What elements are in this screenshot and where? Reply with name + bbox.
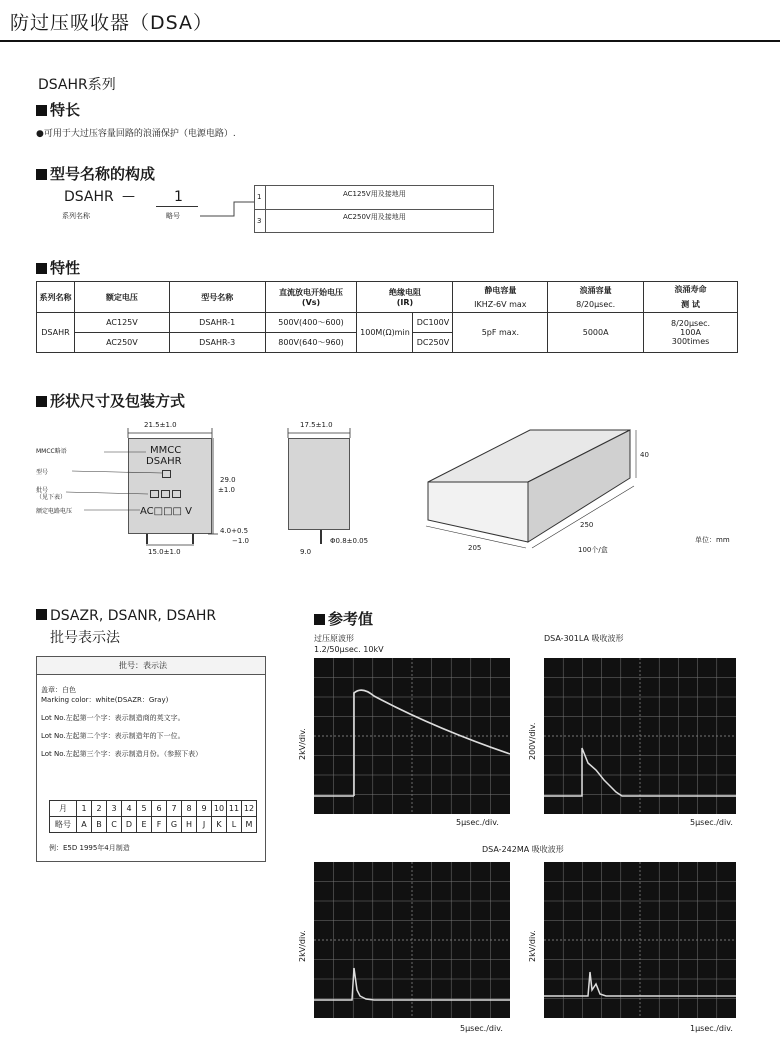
lot-line: Lot No.左起第一个字：表示制造商的英文字。 bbox=[41, 714, 185, 722]
unit-label: 单位：mm bbox=[695, 536, 730, 544]
model-prefix-label: 系列名称 bbox=[62, 212, 90, 220]
th-ir bbox=[357, 282, 453, 313]
front-width-dim: 21.5±1.0 bbox=[144, 421, 177, 429]
body-model-text: DSAHR bbox=[146, 456, 182, 467]
scope-grid bbox=[544, 658, 736, 814]
month-row bbox=[50, 801, 257, 817]
life-line: 300times bbox=[671, 337, 710, 346]
square-bullet-icon bbox=[36, 609, 47, 620]
model-prefix: DSAHR bbox=[64, 189, 114, 205]
month-cell: 7 bbox=[167, 801, 182, 817]
oscilloscope-1 bbox=[314, 658, 510, 814]
front-lead-tol: −1.0 bbox=[232, 537, 249, 545]
code-row bbox=[50, 817, 257, 833]
lot-marking: Marking color：white(DSAZR：Gray) bbox=[41, 696, 169, 704]
lot-heading bbox=[36, 608, 216, 624]
scope3-ylabel: 2kV/div. bbox=[298, 930, 307, 962]
characteristics-heading-text: 特性 bbox=[50, 259, 81, 277]
scope-graticule bbox=[314, 862, 510, 1018]
option-desc: AC250V用及接地用 bbox=[343, 213, 406, 221]
code-cell: L bbox=[227, 817, 242, 833]
reference-heading-text: 参考值 bbox=[328, 610, 374, 628]
option-code: 3 bbox=[257, 217, 262, 225]
front-pitch-dim: 15.0±1.0 bbox=[148, 548, 181, 556]
code-cell: K bbox=[212, 817, 227, 833]
life-line: 8/20μsec. bbox=[671, 319, 711, 328]
table-header-row bbox=[37, 282, 738, 313]
month-code-table bbox=[49, 800, 257, 833]
month-cell: 1 bbox=[77, 801, 92, 817]
scope2-ylabel: 200V/div. bbox=[528, 722, 537, 760]
month-cell: 5 bbox=[137, 801, 152, 817]
package-width-dim: 205 bbox=[468, 544, 482, 552]
series-cell: DSAHR bbox=[37, 313, 75, 353]
code-cell: J bbox=[197, 817, 212, 833]
lot-box-title: 批号：表示法 bbox=[119, 661, 167, 670]
month-cell: 3 bbox=[107, 801, 122, 817]
model-naming-heading-text: 型号名称的构成 bbox=[50, 165, 156, 183]
month-cell: 2 bbox=[92, 801, 107, 817]
scope1-xlabel: 5μsec./div. bbox=[456, 818, 499, 827]
package-depth-dim: 250 bbox=[580, 521, 594, 529]
code-cell: A bbox=[77, 817, 92, 833]
rated-cell: AC125V bbox=[74, 313, 169, 333]
scope2-xlabel: 5μsec./div. bbox=[690, 818, 733, 827]
lot-heading-l2: 批号表示法 bbox=[50, 630, 120, 646]
table-row bbox=[37, 313, 738, 333]
th-ir-l2: (IR) bbox=[396, 298, 414, 307]
scope3-xlabel: 5μsec./div. bbox=[460, 1024, 503, 1033]
package-box-drawing bbox=[420, 420, 650, 560]
code-cell: B bbox=[92, 817, 107, 833]
label-lot-note: （见下表） bbox=[36, 494, 67, 501]
scope1-ylabel: 2kV/div. bbox=[298, 728, 307, 760]
side-lead-dim: Φ0.8±0.05 bbox=[330, 537, 369, 545]
body-ac-text: AC□□□ V bbox=[140, 506, 193, 517]
month-cell: 8 bbox=[182, 801, 197, 817]
side-width-arrow bbox=[282, 428, 356, 438]
th-life bbox=[644, 282, 738, 313]
code-cell: E bbox=[137, 817, 152, 833]
surge-cell: 5000A bbox=[548, 313, 644, 353]
model-connector bbox=[198, 196, 258, 226]
life-line: 100A bbox=[680, 328, 701, 337]
scope-grid bbox=[314, 862, 510, 1018]
header-divider bbox=[0, 40, 780, 42]
th-dc-start-l2: (Vs) bbox=[301, 298, 321, 307]
dimensions-heading-text: 形状尺寸及包装方式 bbox=[50, 392, 186, 410]
front-height-tol: ±1.0 bbox=[218, 486, 235, 494]
label-lot: 批号 bbox=[36, 487, 49, 494]
month-label: 月 bbox=[50, 801, 77, 817]
side-view-body bbox=[288, 438, 350, 530]
front-width-arrow bbox=[120, 428, 220, 438]
front-height-dim: 29.0 bbox=[220, 476, 236, 484]
scope4-xlabel: 1μsec./div. bbox=[690, 1024, 733, 1033]
scope-graticule bbox=[544, 658, 736, 814]
front-lead-dim: 4.0+0.5 bbox=[220, 527, 249, 535]
option-row-divider bbox=[255, 209, 493, 210]
lot-heading-l1: DSAZR, DSANR, DSAHR bbox=[50, 608, 217, 624]
scope-graticule bbox=[314, 658, 510, 814]
th-dc-start bbox=[265, 282, 357, 313]
side-offset-dim: 9.0 bbox=[300, 548, 312, 556]
th-surge-l1: 浪涌容量 bbox=[579, 286, 612, 295]
model-code-underline bbox=[156, 206, 198, 207]
capacitance-cell: 5pF max. bbox=[453, 313, 548, 353]
code-cell: C bbox=[107, 817, 122, 833]
features-bullet: ●可用于大过压容量回路的浪涌保护（电源电路）. bbox=[36, 129, 236, 139]
square-bullet-icon bbox=[36, 169, 47, 180]
th-cap-l2: IKHZ-6V max bbox=[474, 300, 527, 309]
features-heading-text: 特长 bbox=[50, 101, 81, 119]
lot-example: 例：E5D 1995年4月制造 bbox=[49, 844, 130, 852]
rated-cell: AC250V bbox=[74, 333, 169, 353]
ir-value-cell: 100M(Ω)min bbox=[357, 313, 413, 353]
reference-heading bbox=[314, 608, 373, 629]
month-cell: 9 bbox=[197, 801, 212, 817]
th-surge bbox=[548, 282, 644, 313]
scope1-title: 过压原波形 bbox=[314, 634, 354, 643]
month-cell: 10 bbox=[212, 801, 227, 817]
th-cap-l1: 静电容量 bbox=[484, 286, 517, 295]
month-cell: 4 bbox=[122, 801, 137, 817]
oscilloscope-2 bbox=[544, 658, 736, 814]
model-cell: DSAHR-1 bbox=[169, 313, 265, 333]
th-model: 型号名称 bbox=[169, 282, 265, 313]
lot-box bbox=[172, 490, 181, 498]
code-label: 略号 bbox=[50, 817, 77, 833]
code-cell: D bbox=[122, 817, 137, 833]
label-model: 型号 bbox=[36, 469, 49, 476]
month-cell: 11 bbox=[227, 801, 242, 817]
th-series: 系列名称 bbox=[37, 282, 75, 313]
lot-line: Lot No.左起第二个字：表示制造年的下一位。 bbox=[41, 732, 185, 740]
body-mmcc-text: MMCC bbox=[150, 445, 182, 456]
code-cell: M bbox=[242, 817, 257, 833]
lot-line: Lot No.左起第三个字：表示制造月份。（参照下表） bbox=[41, 750, 203, 758]
code-cell: F bbox=[152, 817, 167, 833]
label-mmcc: MMCC略语 bbox=[36, 448, 67, 455]
th-rated: 额定电压 bbox=[74, 282, 169, 313]
series-name: DSAHR系列 bbox=[38, 77, 116, 93]
life-cell bbox=[644, 313, 738, 353]
scope3-title: DSA-242MA 吸收波形 bbox=[482, 845, 564, 854]
model-cell: DSAHR-3 bbox=[169, 333, 265, 353]
ir-dc-cell: DC100V bbox=[413, 313, 453, 333]
dc-cell: 500V(400～600) bbox=[265, 313, 357, 333]
th-life-l2: 测 试 bbox=[681, 300, 700, 309]
th-ir-l1: 绝缘电阻 bbox=[388, 288, 421, 297]
side-width-dim: 17.5±1.0 bbox=[300, 421, 333, 429]
model-option-table bbox=[254, 185, 494, 233]
scope2-title: DSA-301LA 吸收波形 bbox=[544, 634, 624, 643]
scope-grid bbox=[544, 862, 736, 1018]
dimensions-heading bbox=[36, 390, 185, 411]
scope-graticule bbox=[544, 862, 736, 1018]
th-dc-start-l1: 直流放电开始电压 bbox=[279, 288, 344, 297]
th-life-l1: 浪涌寿命 bbox=[674, 285, 707, 294]
ir-dc-cell: DC250V bbox=[413, 333, 453, 353]
model-code-label: 略号 bbox=[166, 212, 180, 220]
oscilloscope-4 bbox=[544, 862, 736, 1018]
side-lead bbox=[320, 530, 322, 544]
scope-grid bbox=[314, 658, 510, 814]
features-heading bbox=[36, 99, 80, 120]
model-naming-heading bbox=[36, 163, 155, 184]
dc-cell: 800V(640～960) bbox=[265, 333, 357, 353]
square-bullet-icon bbox=[36, 396, 47, 407]
characteristics-heading bbox=[36, 257, 80, 278]
label-rated: 额定电路电压 bbox=[36, 508, 73, 515]
option-desc: AC125V用及接地用 bbox=[343, 190, 406, 198]
lot-stamp: 盖章：白色 bbox=[41, 686, 76, 694]
code-cell: H bbox=[182, 817, 197, 833]
month-cell: 6 bbox=[152, 801, 167, 817]
characteristics-table bbox=[36, 281, 738, 353]
model-dash: — bbox=[122, 189, 135, 204]
package-height-dim: 40 bbox=[640, 451, 649, 459]
month-cell: 12 bbox=[242, 801, 257, 817]
square-bullet-icon bbox=[36, 263, 47, 274]
square-bullet-icon bbox=[36, 105, 47, 116]
model-code: 1 bbox=[174, 189, 183, 205]
square-bullet-icon bbox=[314, 614, 325, 625]
th-surge-l2: 8/20μsec. bbox=[576, 300, 616, 309]
scope4-ylabel: 2kV/div. bbox=[528, 930, 537, 962]
option-code: 1 bbox=[257, 193, 262, 201]
scope1-subtitle: 1.2/50μsec. 10kV bbox=[314, 645, 384, 654]
th-capacitance bbox=[453, 282, 548, 313]
page-title: 防过压吸收器（DSA） bbox=[10, 12, 214, 34]
oscilloscope-3 bbox=[314, 862, 510, 1018]
code-cell: G bbox=[167, 817, 182, 833]
package-qty: 100个/盒 bbox=[578, 546, 608, 554]
